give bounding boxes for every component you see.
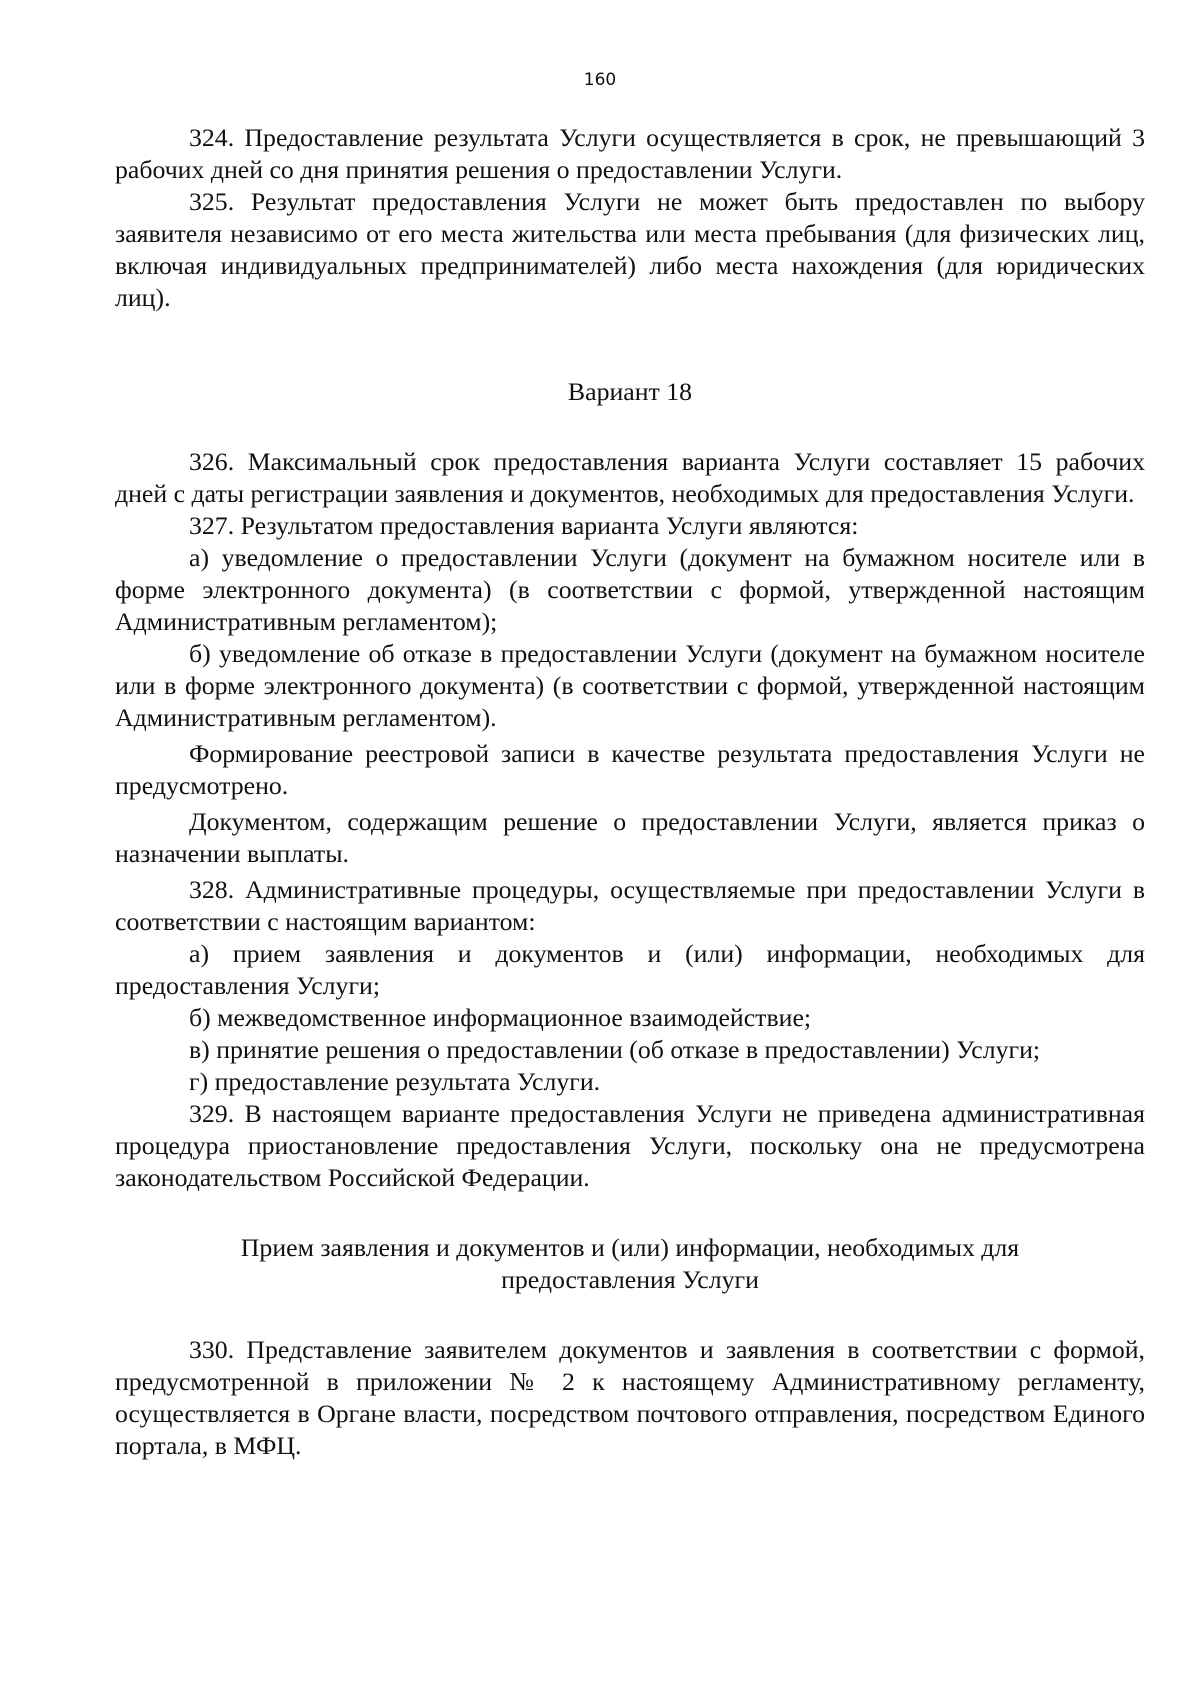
paragraph-330: 330. Представление заявителем документов и заявления в соответствии с формой, предусмотренной в приложении № 2 к настоящему Административному регламенту, осуществляется в Органе власти, посредством почтового отправления, посредством Единого портала, в МФЦ. (115, 1335, 1145, 1460)
paragraph-decision-document: Документом, содержащим решение о предоставлении Услуги, является приказ о назначении выплаты. (115, 807, 1145, 868)
paragraph-327-b: б) уведомление об отказе в предоставлении Услуги (документ на бумажном носителе или в форме электронного документа) (в соответствии с формой, утвержденной настоящим Административным регламентом). (115, 639, 1145, 732)
paragraph-325: 325. Результат предоставления Услуги не может быть предоставлен по выбору заявителя независимо от его места жительства или места пребывания (для физических лиц, включая индивидуальных предпринимателей) либо места нахождения (для юридических лиц). (115, 187, 1145, 312)
paragraph-328-v: в) принятие решения о предоставлении (об отказе в предоставлении) Услуги; (189, 1035, 1041, 1064)
paragraph-328-a: а) прием заявления и документов и (или) информации, необходимых для предоставления Услуги; (115, 939, 1145, 1000)
paragraph-326: 326. Максимальный срок предоставления варианта Услуги составляет 15 рабочих дней с даты регистрации заявления и документов, необходимых для предоставления Услуги. (115, 447, 1145, 508)
section-heading: Прием заявления и документов и (или) информации, необходимых для предоставления Услуги (240, 1233, 1020, 1294)
paragraph-registry-record: Формирование реестровой записи в качестве результата предоставления Услуги не предусмотрено. (115, 739, 1145, 800)
paragraph-329: 329. В настоящем варианте предоставления Услуги не приведена административная процедура приостановление предоставления Услуги, поскольку она не предусмотрена законодательством Российской Федерации. (115, 1099, 1145, 1192)
paragraph-327: 327. Результатом предоставления варианта Услуги являются: (189, 511, 859, 540)
paragraph-328: 328. Административные процедуры, осуществляемые при предоставлении Услуги в соответствии с настоящим вариантом: (115, 875, 1145, 936)
paragraph-327-a: а) уведомление о предоставлении Услуги (документ на бумажном носителе или в форме электронного документа) (в соответствии с формой, утвержденной настоящим Административным регламентом); (115, 543, 1145, 636)
document-body (115, 122, 1145, 1462)
paragraph-324: 324. Предоставление результата Услуги осуществляется в срок, не превышающий 3 рабочих дней со дня принятия решения о предоставлении Услуги. (115, 123, 1145, 184)
page-number: 160 (583, 70, 617, 90)
paragraph-328-b: б) межведомственное информационное взаимодействие; (189, 1003, 812, 1032)
variant-heading: Вариант 18 (567, 377, 693, 406)
paragraph-328-g: г) предоставление результата Услуги. (189, 1067, 601, 1096)
